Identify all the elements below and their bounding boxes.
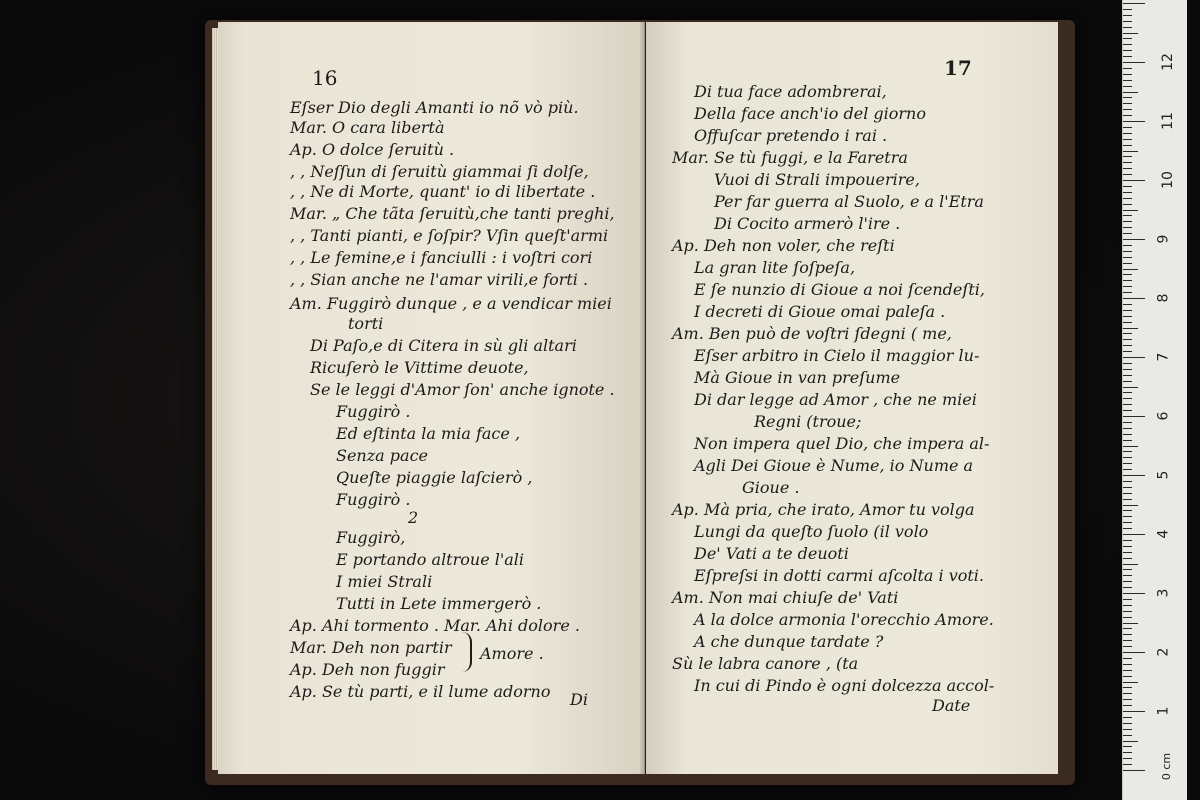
text-line: Ap. Se tù parti, e il lume adorno: [290, 682, 551, 701]
ruler-tick: [1123, 227, 1132, 228]
ruler-tick: [1123, 269, 1138, 270]
text-line: Ricuſerò le Vittime deuote,: [310, 358, 529, 377]
text-line: A che dunque tardate ?: [694, 632, 884, 651]
ruler-tick: [1123, 50, 1132, 51]
ruler-tick: [1123, 558, 1132, 559]
page-number: 17: [944, 56, 972, 80]
text-line: Fuggirò .: [336, 490, 411, 509]
ruler-tick: [1123, 263, 1132, 264]
text-line: Regni (troue;: [754, 412, 862, 431]
ruler-tick: [1123, 162, 1132, 163]
text-line: La gran lite ſoſpeſa,: [694, 258, 856, 277]
ruler-tick: [1123, 546, 1132, 547]
text-line: Queſte piaggie laſcierò ,: [336, 468, 533, 487]
text-line: Di Paſo,e di Citera in sù gli altari: [310, 336, 577, 355]
text-line: Sù le labra canore , (ta: [672, 654, 859, 673]
ruler-tick: [1123, 540, 1132, 541]
ruler-tick: [1123, 369, 1132, 370]
ruler-tick: [1123, 599, 1132, 600]
ruler-tick: [1123, 687, 1132, 688]
ruler-tick: [1123, 416, 1145, 417]
ruler-tick: [1123, 168, 1132, 169]
ruler-tick: [1123, 451, 1132, 452]
ruler-tick: [1123, 587, 1132, 588]
ruler-tick: [1123, 398, 1132, 399]
ruler-tick: [1123, 463, 1132, 464]
ruler-number: 12: [1159, 53, 1176, 71]
text-line: Ap. Deh non fuggir: [290, 660, 445, 679]
text-line: E ſe nunzio di Gioue a noi ſcendeſti,: [694, 280, 985, 299]
ruler-tick: [1123, 434, 1132, 435]
text-line: Amore .: [480, 644, 544, 663]
ruler-tick: [1123, 422, 1132, 423]
ruler-tick: [1123, 145, 1132, 146]
text-line: Di Cocito armerò l'ire .: [714, 214, 901, 233]
ruler-number: 4: [1155, 529, 1172, 539]
ruler-tick: [1123, 493, 1132, 494]
catchword: Di: [570, 690, 588, 709]
ruler-tick: [1123, 133, 1132, 134]
ruler-number: 5: [1155, 470, 1172, 480]
ruler-tick: [1123, 658, 1132, 659]
ruler-tick: [1123, 682, 1138, 683]
text-line: Di dar legge ad Amor , che ne miei: [694, 390, 977, 409]
ruler-tick: [1123, 746, 1132, 747]
ruler-tick: [1123, 86, 1132, 87]
ruler-tick: [1123, 387, 1138, 388]
text-line: Tutti in Lete immergerò .: [336, 594, 542, 613]
text-line: De' Vati a te deuoti: [694, 544, 849, 563]
ruler-tick: [1123, 770, 1145, 771]
ruler-tick: [1123, 322, 1132, 323]
ruler-tick: [1123, 109, 1132, 110]
ruler-tick: [1123, 156, 1132, 157]
text-line: Eſser Dio degli Amanti io nõ vò più.: [290, 98, 579, 117]
ruler-number: 6: [1155, 411, 1172, 421]
ruler-tick: [1123, 404, 1132, 405]
ruler-tick: [1123, 92, 1138, 93]
text-line: Am. Fuggirò dunque , e a vendicar miei: [290, 294, 612, 313]
ruler-tick: [1123, 522, 1132, 523]
ruler-tick: [1123, 410, 1132, 411]
ruler-tick: [1123, 646, 1132, 647]
ruler-tick: [1123, 693, 1132, 694]
ruler-tick: [1123, 752, 1132, 753]
ruler-tick: [1123, 215, 1132, 216]
text-line: Fuggirò .: [336, 402, 411, 421]
ruler-tick: [1123, 15, 1132, 16]
ruler-tick: [1123, 333, 1132, 334]
text-line: Am. Non mai chiuſe de' Vati: [672, 588, 899, 607]
measuring-ruler: [1122, 0, 1187, 800]
ruler-tick: [1123, 151, 1138, 152]
text-line: , , Neſſun di ſeruitù giammai ſi dolſe,: [290, 162, 589, 181]
ruler-tick: [1123, 280, 1132, 281]
ruler-tick: [1123, 581, 1132, 582]
ruler-unit-label: 0 cm: [1160, 752, 1174, 781]
text-line: Senza pace: [336, 446, 428, 465]
text-line: Mar. Se tù fuggi, e la Faretra: [672, 148, 908, 167]
ruler-tick: [1123, 440, 1132, 441]
ruler-tick: [1123, 552, 1132, 553]
text-line: Se le leggi d'Amor ſon' anche ignote .: [310, 380, 615, 399]
ruler-tick: [1123, 21, 1132, 22]
ruler-number: 11: [1159, 112, 1176, 130]
ruler-number: 7: [1155, 352, 1172, 362]
ruler-tick: [1123, 251, 1132, 252]
ruler-tick: [1123, 510, 1132, 511]
ruler-tick: [1123, 44, 1132, 45]
ruler-tick: [1123, 475, 1145, 476]
text-line: In cui di Pindo è ogni dolcezza accol-: [694, 676, 995, 695]
ruler-tick: [1123, 575, 1132, 576]
ruler-tick: [1123, 664, 1132, 665]
ruler-tick: [1123, 392, 1132, 393]
ruler-tick: [1123, 3, 1145, 4]
text-line: Am. Ben può de voſtri ſdegni ( me,: [672, 324, 952, 343]
ruler-tick: [1123, 446, 1138, 447]
ruler-tick: [1123, 245, 1132, 246]
ruler-number: 1: [1155, 706, 1172, 716]
ruler-number: 8: [1155, 293, 1172, 303]
right-page: [646, 22, 1058, 774]
ruler-tick: [1123, 469, 1132, 470]
ruler-tick: [1123, 80, 1132, 81]
ruler-tick: [1123, 316, 1132, 317]
ruler-tick: [1123, 339, 1132, 340]
text-line: Mà Gioue in van preſume: [694, 368, 901, 387]
ruler-tick: [1123, 257, 1132, 258]
text-line: Ap. Ahi tormento . Mar. Ahi dolore .: [290, 616, 580, 635]
ruler-tick: [1123, 221, 1132, 222]
text-line: Della face anch'io del giorno: [694, 104, 926, 123]
ruler-tick: [1123, 204, 1132, 205]
ruler-tick: [1123, 623, 1138, 624]
ruler-tick: [1123, 699, 1132, 700]
ruler-tick: [1123, 481, 1132, 482]
ruler-tick: [1123, 210, 1138, 211]
ruler-tick: [1123, 741, 1138, 742]
ruler-tick: [1123, 357, 1145, 358]
left-page: [218, 22, 645, 774]
text-line: 2: [408, 508, 419, 527]
ruler-tick: [1123, 192, 1132, 193]
ruler-tick: [1123, 121, 1145, 122]
ruler-tick: [1123, 310, 1132, 311]
ruler-tick: [1123, 68, 1132, 69]
text-line: Date: [932, 696, 971, 715]
ruler-tick: [1123, 516, 1132, 517]
ruler-tick: [1123, 103, 1132, 104]
ruler-tick: [1123, 33, 1138, 34]
ruler-tick: [1123, 233, 1132, 234]
ruler-tick: [1123, 198, 1132, 199]
text-line: Lungi da queſto ſuolo (il volo: [694, 522, 929, 541]
text-line: E portando altroue l'ali: [336, 550, 525, 569]
ruler-tick: [1123, 351, 1132, 352]
ruler-tick: [1123, 676, 1132, 677]
ruler-tick: [1123, 735, 1132, 736]
ruler-tick: [1123, 97, 1132, 98]
ruler-tick: [1123, 62, 1145, 63]
ruler-tick: [1123, 534, 1145, 535]
ruler-tick: [1123, 593, 1145, 594]
text-line: Non impera quel Dio, che impera al-: [694, 434, 990, 453]
ruler-tick: [1123, 186, 1132, 187]
ruler-tick: [1123, 528, 1132, 529]
ruler-number: 2: [1155, 647, 1172, 657]
ruler-tick: [1123, 611, 1132, 612]
ruler-tick: [1123, 729, 1132, 730]
ruler-tick: [1123, 717, 1132, 718]
text-line: Ed eſtinta la mia face ,: [336, 424, 521, 443]
ruler-tick: [1123, 139, 1132, 140]
ruler-tick: [1123, 345, 1132, 346]
ruler-tick: [1123, 569, 1132, 570]
ruler-tick: [1123, 640, 1132, 641]
ruler-tick: [1123, 705, 1132, 706]
text-line: Per far guerra al Suolo, e a l'Etra: [714, 192, 984, 211]
text-line: I decreti di Gioue omai paleſa .: [694, 302, 946, 321]
ruler-tick: [1123, 239, 1145, 240]
text-line: Mar. O cara libertà: [290, 118, 445, 137]
text-line: Mar. Deh non partir: [290, 638, 452, 657]
ruler-tick: [1123, 711, 1145, 712]
text-line: Offuſcar pretendo i rai .: [694, 126, 888, 145]
text-line: Eſpreſsi in dotti carmi aſcolta i voti.: [694, 566, 984, 585]
ruler-tick: [1123, 605, 1132, 606]
text-line: A la dolce armonia l'orecchio Amore.: [694, 610, 994, 629]
ruler-tick: [1123, 180, 1145, 181]
ruler-tick: [1123, 298, 1145, 299]
text-line: Vuoi di Strali impouerire,: [714, 170, 920, 189]
text-line: Ap. O dolce ſeruitù .: [290, 140, 455, 159]
ruler-tick: [1123, 74, 1132, 75]
ruler-number: 9: [1155, 234, 1172, 244]
text-line: , , Tanti pianti, e ſoſpir? Vſin queſt'armi: [290, 226, 609, 245]
ruler-tick: [1123, 286, 1132, 287]
ruler-tick: [1123, 764, 1132, 765]
ruler-tick: [1123, 328, 1138, 329]
text-line: , , Ne di Morte, quant' io di libertate .: [290, 182, 596, 201]
text-line: Ap. Mà pria, che irato, Amor tu volga: [672, 500, 975, 519]
ruler-tick: [1123, 304, 1132, 305]
text-line: torti: [348, 314, 384, 333]
ruler-tick: [1123, 723, 1132, 724]
ruler-tick: [1123, 127, 1132, 128]
ruler-tick: [1123, 9, 1132, 10]
ruler-number: 10: [1159, 171, 1176, 189]
ruler-tick: [1123, 274, 1132, 275]
ruler-tick: [1123, 381, 1132, 382]
text-line: Agli Dei Gioue è Nume, io Nume a: [694, 456, 974, 475]
ruler-tick: [1123, 375, 1132, 376]
ruler-tick: [1123, 487, 1132, 488]
text-line: Ap. Deh non voler, che reſti: [672, 236, 895, 255]
ruler-tick: [1123, 628, 1132, 629]
ruler-tick: [1123, 670, 1132, 671]
ruler-tick: [1123, 617, 1132, 618]
text-line: Di tua face adombrerai,: [694, 82, 887, 101]
ruler-tick: [1123, 428, 1132, 429]
text-line: Gioue .: [742, 478, 800, 497]
ruler-tick: [1123, 564, 1138, 565]
ruler-tick: [1123, 652, 1145, 653]
ruler-number: 3: [1155, 588, 1172, 598]
ruler-tick: [1123, 499, 1132, 500]
brace-mark: [462, 632, 472, 672]
text-line: , , Le femine,e i fanciulli : i voſtri cori: [290, 248, 593, 267]
ruler-tick: [1123, 292, 1132, 293]
text-line: Fuggirò,: [336, 528, 406, 547]
text-line: Mar. „ Che tãta ſeruitù,che tanti preghi,: [290, 204, 615, 223]
ruler-tick: [1123, 457, 1132, 458]
ruler-tick: [1123, 38, 1132, 39]
text-line: I miei Strali: [336, 572, 433, 591]
text-line: Eſser arbitro in Cielo il maggior lu-: [694, 346, 980, 365]
ruler-tick: [1123, 363, 1132, 364]
page-number: 16: [312, 66, 338, 90]
text-line: , , Sian anche ne l'amar virili,e forti .: [290, 270, 589, 289]
ruler-tick: [1123, 174, 1132, 175]
ruler-tick: [1123, 758, 1132, 759]
ruler-tick: [1123, 56, 1132, 57]
ruler-tick: [1123, 27, 1132, 28]
ruler-tick: [1123, 505, 1138, 506]
ruler-tick: [1123, 115, 1132, 116]
ruler-tick: [1123, 634, 1132, 635]
